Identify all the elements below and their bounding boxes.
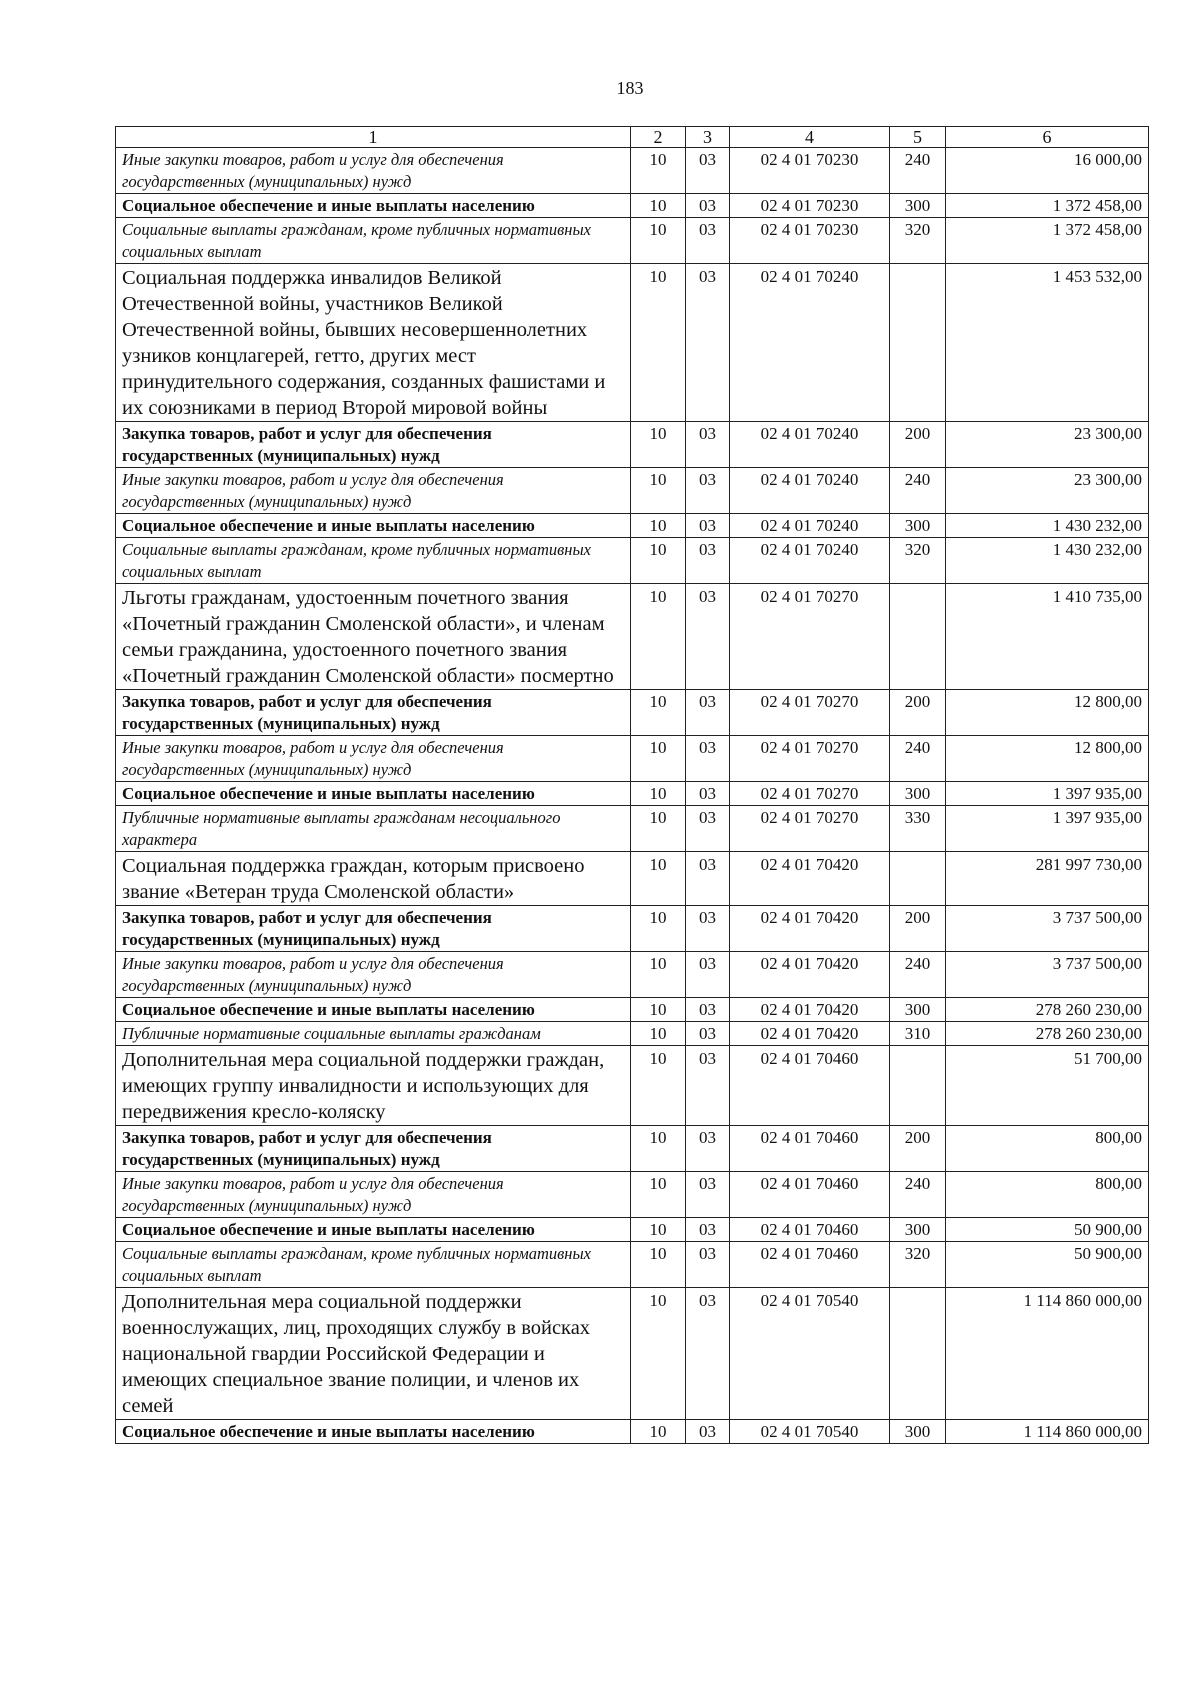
page-number: 183	[616, 78, 644, 98]
row-target-code-cell: 02 4 01 70460	[730, 1242, 890, 1288]
row-subsection-cell: 03	[686, 468, 730, 514]
row-expense-type-cell: 240	[890, 952, 946, 998]
row-section-cell: 10	[631, 194, 686, 218]
row-target-code-cell: 02 4 01 70460	[730, 1126, 890, 1172]
row-expense-type-cell: 320	[890, 1242, 946, 1288]
row-amount-cell: 50 900,00	[946, 1242, 1149, 1288]
row-name-cell: Иные закупки товаров, работ и услуг для обеспечения государственных (муниципальных) нужд	[116, 468, 631, 514]
row-section-cell: 10	[631, 1288, 686, 1420]
row-section-cell: 10	[631, 998, 686, 1022]
row-section-cell: 10	[631, 806, 686, 852]
row-section-cell: 10	[631, 538, 686, 584]
row-name-cell: Социальное обеспечение и иные выплаты населению	[116, 514, 631, 538]
row-name-cell: Публичные нормативные социальные выплаты гражданам	[116, 1022, 631, 1046]
row-amount-cell: 23 300,00	[946, 468, 1149, 514]
row-subsection-cell: 03	[686, 218, 730, 264]
row-expense-type-cell	[890, 852, 946, 906]
row-section-cell: 10	[631, 1218, 686, 1242]
row-target-code-cell: 02 4 01 70460	[730, 1046, 890, 1126]
header-col-2: 2	[631, 127, 686, 148]
table-body	[116, 148, 1149, 1444]
row-section-cell: 10	[631, 736, 686, 782]
row-subsection-cell: 03	[686, 264, 730, 422]
row-subsection-cell: 03	[686, 952, 730, 998]
row-subsection-cell: 03	[686, 1420, 730, 1444]
row-name-cell: Социальная поддержка граждан, которым присвоено звание «Ветеран труда Смоленской области»	[116, 852, 631, 906]
row-amount-cell: 51 700,00	[946, 1046, 1149, 1126]
row-amount-cell: 3 737 500,00	[946, 906, 1149, 952]
row-section-cell: 10	[631, 952, 686, 998]
row-amount-cell: 16 000,00	[946, 148, 1149, 194]
table-row	[116, 538, 1149, 584]
table-row	[116, 852, 1149, 906]
row-subsection-cell: 03	[686, 538, 730, 584]
row-amount-cell: 50 900,00	[946, 1218, 1149, 1242]
row-target-code-cell: 02 4 01 70270	[730, 782, 890, 806]
row-expense-type-cell: 320	[890, 538, 946, 584]
row-target-code-cell: 02 4 01 70540	[730, 1288, 890, 1420]
table-row	[116, 1172, 1149, 1218]
row-name-cell: Льготы гражданам, удостоенным почетного звания «Почетный гражданин Смоленской области», и членам семьи гражданина, удостоенного почетного звания «Почетный гражданин Смоленской области» посмертно	[116, 584, 631, 690]
row-expense-type-cell: 200	[890, 906, 946, 952]
row-name-cell: Социальная поддержка инвалидов Великой Отечественной войны, участников Великой Отечественной войны, бывших несовершеннолетних узников концлагерей, гетто, других мест принудительного содержания, созданных фашистами и их союзниками в период Второй мировой войны	[116, 264, 631, 422]
row-target-code-cell: 02 4 01 70270	[730, 690, 890, 736]
row-target-code-cell: 02 4 01 70230	[730, 194, 890, 218]
row-amount-cell: 1 453 532,00	[946, 264, 1149, 422]
row-section-cell: 10	[631, 782, 686, 806]
row-name-cell: Закупка товаров, работ и услуг для обеспечения государственных (муниципальных) нужд	[116, 906, 631, 952]
row-expense-type-cell	[890, 264, 946, 422]
row-expense-type-cell: 310	[890, 1022, 946, 1046]
row-target-code-cell: 02 4 01 70420	[730, 1022, 890, 1046]
header-col-3: 3	[686, 127, 730, 148]
row-expense-type-cell	[890, 1288, 946, 1420]
row-section-cell: 10	[631, 468, 686, 514]
row-section-cell: 10	[631, 148, 686, 194]
header-col-4: 4	[730, 127, 890, 148]
row-expense-type-cell	[890, 584, 946, 690]
row-target-code-cell: 02 4 01 70460	[730, 1172, 890, 1218]
table-row	[116, 1420, 1149, 1444]
row-name-cell: Социальные выплаты гражданам, кроме публичных нормативных социальных выплат	[116, 538, 631, 584]
row-expense-type-cell	[890, 1046, 946, 1126]
row-section-cell: 10	[631, 584, 686, 690]
row-amount-cell: 1 430 232,00	[946, 514, 1149, 538]
row-expense-type-cell: 300	[890, 1218, 946, 1242]
row-amount-cell: 12 800,00	[946, 736, 1149, 782]
row-section-cell: 10	[631, 690, 686, 736]
row-name-cell: Дополнительная мера социальной поддержки граждан, имеющих группу инвалидности и использующих для передвижения кресло-коляску	[116, 1046, 631, 1126]
table-row	[116, 906, 1149, 952]
table-row	[116, 1288, 1149, 1420]
row-amount-cell: 1 372 458,00	[946, 218, 1149, 264]
row-subsection-cell: 03	[686, 852, 730, 906]
row-amount-cell: 278 260 230,00	[946, 1022, 1149, 1046]
row-expense-type-cell: 300	[890, 998, 946, 1022]
row-subsection-cell: 03	[686, 690, 730, 736]
row-name-cell: Социальное обеспечение и иные выплаты населению	[116, 1218, 631, 1242]
row-amount-cell: 1 397 935,00	[946, 806, 1149, 852]
table-row	[116, 514, 1149, 538]
row-section-cell: 10	[631, 1046, 686, 1126]
row-amount-cell: 23 300,00	[946, 422, 1149, 468]
row-name-cell: Иные закупки товаров, работ и услуг для обеспечения государственных (муниципальных) нужд	[116, 148, 631, 194]
row-name-cell: Публичные нормативные выплаты гражданам несоциального характера	[116, 806, 631, 852]
row-target-code-cell: 02 4 01 70240	[730, 514, 890, 538]
row-expense-type-cell: 240	[890, 736, 946, 782]
table-row	[116, 998, 1149, 1022]
row-subsection-cell: 03	[686, 1172, 730, 1218]
table-row	[116, 218, 1149, 264]
row-amount-cell: 800,00	[946, 1126, 1149, 1172]
row-expense-type-cell: 240	[890, 148, 946, 194]
table-row	[116, 806, 1149, 852]
row-subsection-cell: 03	[686, 1288, 730, 1420]
row-subsection-cell: 03	[686, 998, 730, 1022]
row-target-code-cell: 02 4 01 70420	[730, 998, 890, 1022]
row-section-cell: 10	[631, 1126, 686, 1172]
table-row	[116, 264, 1149, 422]
row-name-cell: Социальное обеспечение и иные выплаты населению	[116, 194, 631, 218]
row-target-code-cell: 02 4 01 70240	[730, 468, 890, 514]
row-expense-type-cell: 200	[890, 1126, 946, 1172]
row-target-code-cell: 02 4 01 70460	[730, 1218, 890, 1242]
row-amount-cell: 278 260 230,00	[946, 998, 1149, 1022]
row-amount-cell: 1 114 860 000,00	[946, 1420, 1149, 1444]
row-name-cell: Социальное обеспечение и иные выплаты населению	[116, 998, 631, 1022]
row-subsection-cell: 03	[686, 806, 730, 852]
table-row	[116, 468, 1149, 514]
row-target-code-cell: 02 4 01 70230	[730, 218, 890, 264]
table-row	[116, 194, 1149, 218]
header-col-5: 5	[890, 127, 946, 148]
budget-table	[115, 126, 1149, 1444]
row-section-cell: 10	[631, 1242, 686, 1288]
row-name-cell: Закупка товаров, работ и услуг для обеспечения государственных (муниципальных) нужд	[116, 422, 631, 468]
row-amount-cell: 3 737 500,00	[946, 952, 1149, 998]
row-amount-cell: 1 410 735,00	[946, 584, 1149, 690]
row-target-code-cell: 02 4 01 70270	[730, 736, 890, 782]
row-expense-type-cell: 240	[890, 1172, 946, 1218]
row-target-code-cell: 02 4 01 70240	[730, 538, 890, 584]
table-row	[116, 952, 1149, 998]
row-amount-cell: 1 397 935,00	[946, 782, 1149, 806]
row-expense-type-cell: 300	[890, 1420, 946, 1444]
table-row	[116, 782, 1149, 806]
row-name-cell: Дополнительная мера социальной поддержки военнослужащих, лиц, проходящих службу в войсках национальной гвардии Российской Федерации и имеющих специальное звание полиции, и членов их семей	[116, 1288, 631, 1420]
row-section-cell: 10	[631, 852, 686, 906]
row-target-code-cell: 02 4 01 70230	[730, 148, 890, 194]
row-subsection-cell: 03	[686, 906, 730, 952]
header-col-6: 6	[946, 127, 1149, 148]
row-subsection-cell: 03	[686, 584, 730, 690]
row-name-cell: Социальное обеспечение и иные выплаты населению	[116, 1420, 631, 1444]
row-subsection-cell: 03	[686, 1046, 730, 1126]
row-subsection-cell: 03	[686, 1242, 730, 1288]
row-name-cell: Социальные выплаты гражданам, кроме публичных нормативных социальных выплат	[116, 218, 631, 264]
table-row	[116, 422, 1149, 468]
row-name-cell: Иные закупки товаров, работ и услуг для обеспечения государственных (муниципальных) нужд	[116, 1172, 631, 1218]
row-name-cell: Иные закупки товаров, работ и услуг для обеспечения государственных (муниципальных) нужд	[116, 736, 631, 782]
row-section-cell: 10	[631, 906, 686, 952]
row-subsection-cell: 03	[686, 514, 730, 538]
row-target-code-cell: 02 4 01 70240	[730, 264, 890, 422]
row-target-code-cell: 02 4 01 70420	[730, 952, 890, 998]
row-expense-type-cell: 300	[890, 194, 946, 218]
row-section-cell: 10	[631, 422, 686, 468]
row-subsection-cell: 03	[686, 1218, 730, 1242]
row-amount-cell: 12 800,00	[946, 690, 1149, 736]
table-row	[116, 690, 1149, 736]
row-section-cell: 10	[631, 514, 686, 538]
row-subsection-cell: 03	[686, 1022, 730, 1046]
table-row	[116, 148, 1149, 194]
row-amount-cell: 800,00	[946, 1172, 1149, 1218]
row-name-cell: Закупка товаров, работ и услуг для обеспечения государственных (муниципальных) нужд	[116, 1126, 631, 1172]
table-row	[116, 1218, 1149, 1242]
row-expense-type-cell: 300	[890, 782, 946, 806]
row-expense-type-cell: 300	[890, 514, 946, 538]
row-name-cell: Социальное обеспечение и иные выплаты населению	[116, 782, 631, 806]
row-amount-cell: 1 114 860 000,00	[946, 1288, 1149, 1420]
row-expense-type-cell: 200	[890, 690, 946, 736]
row-target-code-cell: 02 4 01 70420	[730, 852, 890, 906]
table-row	[116, 584, 1149, 690]
row-amount-cell: 281 997 730,00	[946, 852, 1149, 906]
row-target-code-cell: 02 4 01 70240	[730, 422, 890, 468]
row-section-cell: 10	[631, 1022, 686, 1046]
row-target-code-cell: 02 4 01 70270	[730, 806, 890, 852]
row-target-code-cell: 02 4 01 70420	[730, 906, 890, 952]
row-name-cell: Закупка товаров, работ и услуг для обеспечения государственных (муниципальных) нужд	[116, 690, 631, 736]
row-expense-type-cell: 240	[890, 468, 946, 514]
row-expense-type-cell: 330	[890, 806, 946, 852]
table-row	[116, 736, 1149, 782]
row-expense-type-cell: 200	[890, 422, 946, 468]
row-section-cell: 10	[631, 218, 686, 264]
row-name-cell: Социальные выплаты гражданам, кроме публичных нормативных социальных выплат	[116, 1242, 631, 1288]
row-subsection-cell: 03	[686, 148, 730, 194]
row-section-cell: 10	[631, 1172, 686, 1218]
row-subsection-cell: 03	[686, 782, 730, 806]
row-subsection-cell: 03	[686, 1126, 730, 1172]
row-name-cell: Иные закупки товаров, работ и услуг для обеспечения государственных (муниципальных) нужд	[116, 952, 631, 998]
row-target-code-cell: 02 4 01 70540	[730, 1420, 890, 1444]
row-section-cell: 10	[631, 1420, 686, 1444]
table-row	[116, 1242, 1149, 1288]
table-row	[116, 1126, 1149, 1172]
row-expense-type-cell: 320	[890, 218, 946, 264]
table-row	[116, 1022, 1149, 1046]
row-subsection-cell: 03	[686, 422, 730, 468]
table-header-row	[116, 127, 1149, 148]
row-section-cell: 10	[631, 264, 686, 422]
row-subsection-cell: 03	[686, 194, 730, 218]
header-col-1: 1	[116, 127, 631, 148]
row-amount-cell: 1 430 232,00	[946, 538, 1149, 584]
row-subsection-cell: 03	[686, 736, 730, 782]
row-amount-cell: 1 372 458,00	[946, 194, 1149, 218]
row-target-code-cell: 02 4 01 70270	[730, 584, 890, 690]
table-row	[116, 1046, 1149, 1126]
